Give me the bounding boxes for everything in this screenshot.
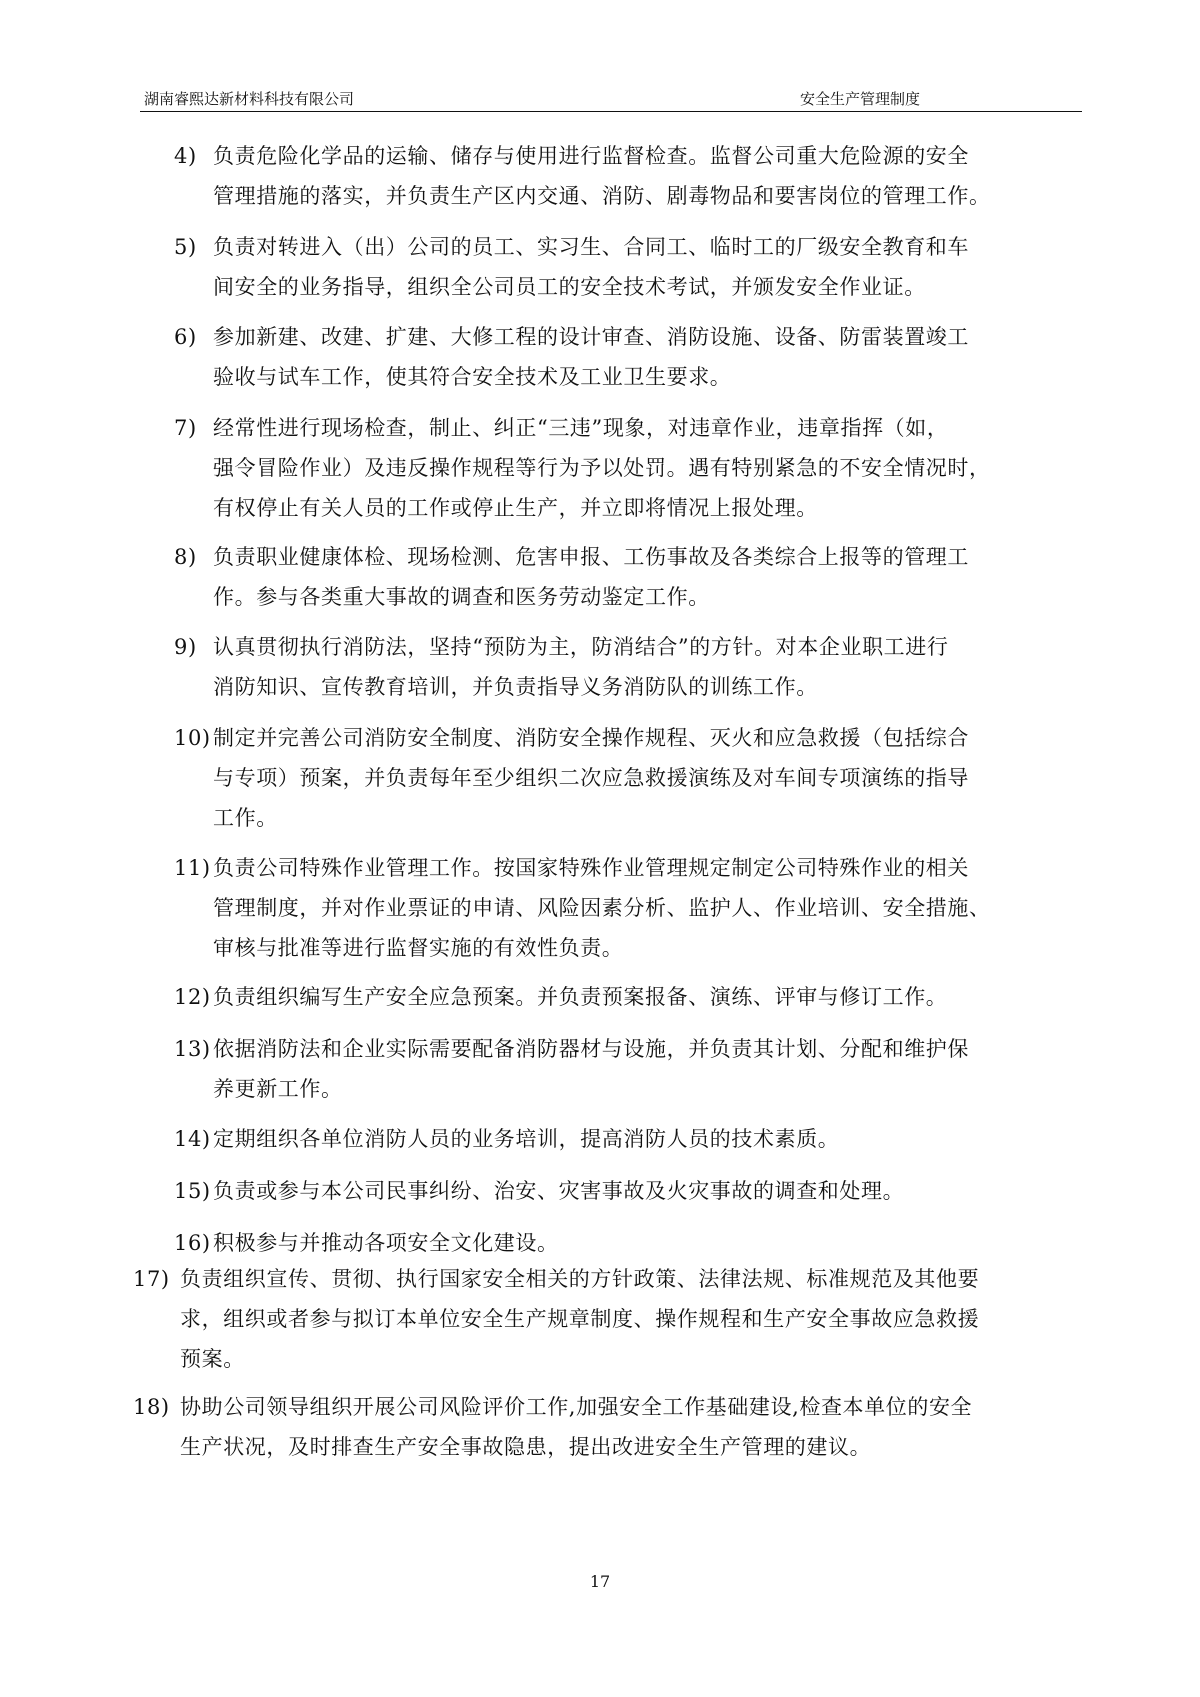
list-item-number: 5) bbox=[174, 235, 197, 259]
list-item-number: 6) bbox=[174, 325, 197, 349]
list-item-line: 负责职业健康体检、现场检测、危害申报、工伤事故及各类综合上报等的管理工 bbox=[213, 545, 969, 569]
list-item-line: 生产状况，及时排查生产安全事故隐患，提出改进安全生产管理的建议。 bbox=[180, 1435, 872, 1459]
list-item-line: 强令冒险作业）及违反操作规程等行为予以处罚。遇有特别紧急的不安全情况时， bbox=[213, 456, 991, 480]
list-item-line: 验收与试车工作，使其符合安全技术及工业卫生要求。 bbox=[213, 365, 732, 389]
list-item-number: 14) bbox=[174, 1127, 211, 1151]
list-item-line: 依据消防法和企业实际需要配备消防器材与设施，并负责其计划、分配和维护保 bbox=[213, 1037, 969, 1061]
list-item-number: 11) bbox=[174, 856, 211, 880]
list-item-line: 管理措施的落实，并负责生产区内交通、消防、剧毒物品和要害岗位的管理工作。 bbox=[213, 184, 991, 208]
list-item-line: 定期组织各单位消防人员的业务培训，提高消防人员的技术素质。 bbox=[213, 1127, 840, 1151]
header-company-name: 湖南睿熙达新材料科技有限公司 bbox=[144, 90, 355, 108]
list-item-line: 间安全的业务指导，组织全公司员工的安全技术考试，并颁发安全作业证。 bbox=[213, 275, 926, 299]
header-document-title: 安全生产管理制度 bbox=[800, 90, 921, 108]
list-item-line: 经常性进行现场检查，制止、纠正“三违”现象，对违章作业，违章指挥（如， bbox=[213, 416, 949, 440]
list-item-number: 8) bbox=[174, 545, 197, 569]
list-item-line: 预案。 bbox=[180, 1347, 245, 1371]
list-item-number: 13) bbox=[174, 1037, 211, 1061]
list-item-number: 7) bbox=[174, 416, 197, 440]
list-item-line: 负责或参与本公司民事纠纷、治安、灾害事故及火灾事故的调查和处理。 bbox=[213, 1179, 905, 1203]
list-item-line: 消防知识、宣传教育培训，并负责指导义务消防队的训练工作。 bbox=[213, 675, 818, 699]
list-item-line: 认真贯彻执行消防法，坚持“预防为主，防消结合”的方针。对本企业职工进行 bbox=[213, 635, 949, 659]
list-item-line: 管理制度，并对作业票证的申请、风险因素分析、监护人、作业培训、安全措施、 bbox=[213, 896, 991, 920]
list-item-number: 9) bbox=[174, 635, 197, 659]
list-item-line: 制定并完善公司消防安全制度、消防安全操作规程、灭火和应急救援（包括综合 bbox=[213, 726, 969, 750]
list-item-number: 15) bbox=[174, 1179, 211, 1203]
list-item-number: 17) bbox=[133, 1267, 170, 1291]
list-item-number: 16) bbox=[174, 1231, 211, 1255]
list-item-line: 负责组织宣传、贯彻、执行国家安全相关的方针政策、法律法规、标准规范及其他要 bbox=[180, 1267, 980, 1291]
page-header bbox=[140, 84, 1080, 114]
list-item-line: 协助公司领导组织开展公司风险评价工作,加强安全工作基础建设,检查本单位的安全 bbox=[180, 1395, 973, 1419]
list-item-line: 养更新工作。 bbox=[213, 1077, 343, 1101]
list-item-line: 审核与批准等进行监督实施的有效性负责。 bbox=[213, 936, 624, 960]
list-item-line: 求，组织或者参与拟订本单位安全生产规章制度、操作规程和生产安全事故应急救援 bbox=[180, 1307, 980, 1331]
list-item-line: 负责公司特殊作业管理工作。按国家特殊作业管理规定制定公司特殊作业的相关 bbox=[213, 856, 969, 880]
list-item-line: 负责对转进入（出）公司的员工、实习生、合同工、临时工的厂级安全教育和车 bbox=[213, 235, 969, 259]
list-item-line: 负责组织编写生产安全应急预案。并负责预案报备、演练、评审与修订工作。 bbox=[213, 985, 948, 1009]
header-rule bbox=[140, 111, 1082, 112]
list-item-number: 18) bbox=[133, 1395, 170, 1419]
list-item-number: 12) bbox=[174, 985, 211, 1009]
page-number: 17 bbox=[589, 1572, 611, 1591]
list-item-line: 参加新建、改建、扩建、大修工程的设计审查、消防设施、设备、防雷装置竣工 bbox=[213, 325, 969, 349]
list-item-number: 4) bbox=[174, 144, 197, 168]
list-item-number: 10) bbox=[174, 726, 211, 750]
list-item-line: 作。参与各类重大事故的调查和医务劳动鉴定工作。 bbox=[213, 585, 710, 609]
list-item-line: 积极参与并推动各项安全文化建设。 bbox=[213, 1231, 559, 1255]
list-item-line: 工作。 bbox=[213, 806, 278, 830]
list-item-line: 负责危险化学品的运输、储存与使用进行监督检查。监督公司重大危险源的安全 bbox=[213, 144, 969, 168]
list-item-line: 与专项）预案，并负责每年至少组织二次应急救援演练及对车间专项演练的指导 bbox=[213, 766, 969, 790]
list-item-line: 有权停止有关人员的工作或停止生产，并立即将情况上报处理。 bbox=[213, 496, 818, 520]
